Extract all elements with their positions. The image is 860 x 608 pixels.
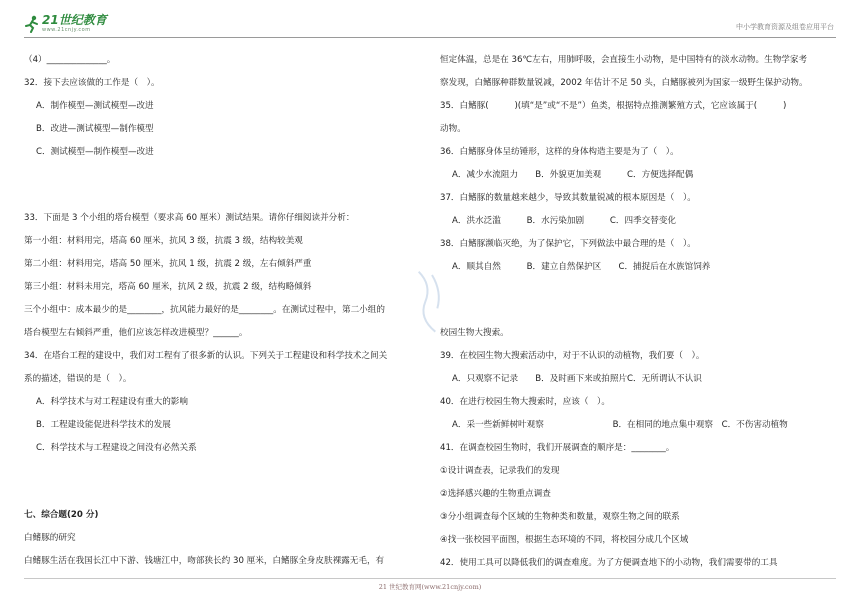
- q33-prompt-2: 塔台模型左右倾斜严重，他们应该怎样改进模型？______。: [24, 328, 248, 338]
- logo-url: www.21cnjy.com: [42, 27, 91, 33]
- q41-step-3: ③分小组调查每个区域的生物种类和数量，观察生物之间的联系: [440, 512, 680, 522]
- q34-option-b: B．工程建设能促进科学技术的发展: [36, 420, 171, 430]
- q32-question: 32．接下去应该做的工作是（ ）。: [24, 78, 160, 88]
- q31-answer-line: （4）______________。: [24, 55, 116, 65]
- passage-continued-2: 察发现，白鳍豚种群数量锐减，2002 年估计不足 50 头，白鳍豚被列为国家一级野生保护动物。: [440, 78, 808, 88]
- footer-divider: [24, 578, 836, 579]
- q32-option-a: A．制作模型—测试模型—改进: [36, 101, 154, 111]
- q32-option-c: C．测试模型—制作模型—改进: [36, 147, 154, 157]
- q36-options: A．减少水流阻力 B．外貌更加美观 C．方便选择配偶: [452, 170, 694, 180]
- q32-option-b: B．改进—测试模型—制作模型: [36, 124, 154, 134]
- passage-text: 白鳍豚生活在我国长江中下游、钱塘江中，吻部狭长约 30 厘米，白鳍豚全身皮肤裸露无毛，有: [24, 556, 385, 566]
- subsection-title: 校园生物大搜索。: [440, 328, 509, 338]
- q34-option-c: C．科学技术与工程建设之间没有必然关系: [36, 443, 197, 453]
- q41-step-4: ④找一张校园平面图，根据生态环境的不同，将校园分成几个区域: [440, 535, 689, 545]
- section-heading: 七、综合题(20 分): [24, 510, 99, 520]
- watermark-graphic: [412, 250, 452, 360]
- q42-question: 42．使用工具可以降低我们的调查难度。为了方便调查地下的小动物，我们需要带的工具: [440, 558, 778, 568]
- q34-question-1: 34．在塔台工程的建设中，我们对工程有了很多新的认识。下列关于工程建设和科学技术之间关: [24, 351, 388, 361]
- q33-group-1: 第一小组：材料用完，塔高 60 厘米，抗风 3 级，抗震 3 级，结构较美观: [24, 236, 303, 246]
- q35-question-end: 动物。: [440, 124, 466, 134]
- page-header: [0, 0, 860, 40]
- q41-step-2: ②选择感兴趣的生物重点调查: [440, 489, 551, 499]
- passage-title: 白鳍豚的研究: [24, 533, 76, 543]
- q41-question: 41．在调查校园生物时，我们开展调查的顺序是：________。: [440, 443, 675, 453]
- q37-options: A．洪水泛滥 B．水污染加剧 C．四季交替变化: [452, 216, 677, 226]
- page-footer: 21 世纪教育网(www.21cnjy.com): [378, 583, 482, 591]
- passage-continued-1: 恒定体温，总是在 36℃左右，用肺呼吸，会直接生小动物，是中国特有的淡水动物。生物学家考: [440, 55, 808, 65]
- q34-option-a: A．科学技术与对工程建设有重大的影响: [36, 397, 188, 407]
- q38-options: A．顺其自然 B．建立自然保护区 C．捕捉后在水族馆饲养: [452, 262, 711, 272]
- q34-question-2: 系的描述，错误的是（ ）。: [24, 374, 132, 384]
- q39-options: A．只观察不记录 B．及时画下来或拍照片C．无所谓认不认识: [452, 374, 702, 384]
- q33-prompt-1: 三个小组中：成本最少的是________，抗风能力最好的是________。在测试过程中，第二小组的: [24, 305, 385, 315]
- runner-logo-icon: [24, 15, 40, 33]
- site-logo: [24, 14, 107, 33]
- q33-group-3: 第三小组：材料未用完，塔高 60 厘米，抗风 2 级，抗震 2 级，结构略倾斜: [24, 282, 312, 292]
- q40-question: 40．在进行校园生物大搜索时，应该（ ）。: [440, 397, 610, 407]
- q33-question: 33．下面是 3 个小组的塔台模型（要求高 60 厘米）测试结果。请你仔细阅读并分析：: [24, 213, 355, 223]
- q36-question: 36．白鳍豚身体呈纺锤形，这样的身体构造主要是为了（ ）。: [440, 147, 679, 157]
- logo-title: 21世纪教育: [42, 13, 107, 27]
- header-divider: [24, 37, 836, 38]
- q40-options: A．采一些新鲜树叶观察 B．在相同的地点集中观察 C．不伤害动植物: [452, 420, 788, 430]
- q38-question: 38．白鳍豚濒临灭绝，为了保护它，下列做法中最合理的是（ ）。: [440, 239, 696, 249]
- q41-step-1: ①设计调查表，记录我们的发现: [440, 466, 560, 476]
- q33-group-2: 第二小组：材料用完，塔高 50 厘米，抗风 1 级，抗震 2 级，左右倾斜严重: [24, 259, 312, 269]
- q37-question: 37．白鳍豚的数量越来越少，导致其数量锐减的根本原因是（ ）。: [440, 193, 696, 203]
- q35-question: 35．白鳍豚( )(填“是”或“不是”）鱼类，根据特点推测繁殖方式，它应该属于( ): [440, 101, 787, 111]
- q39-question: 39．在校园生物大搜索活动中，对于不认识的动植物，我们要（ ）。: [440, 351, 705, 361]
- header-tagline: 中小学教育资源及组卷应用平台: [736, 23, 834, 31]
